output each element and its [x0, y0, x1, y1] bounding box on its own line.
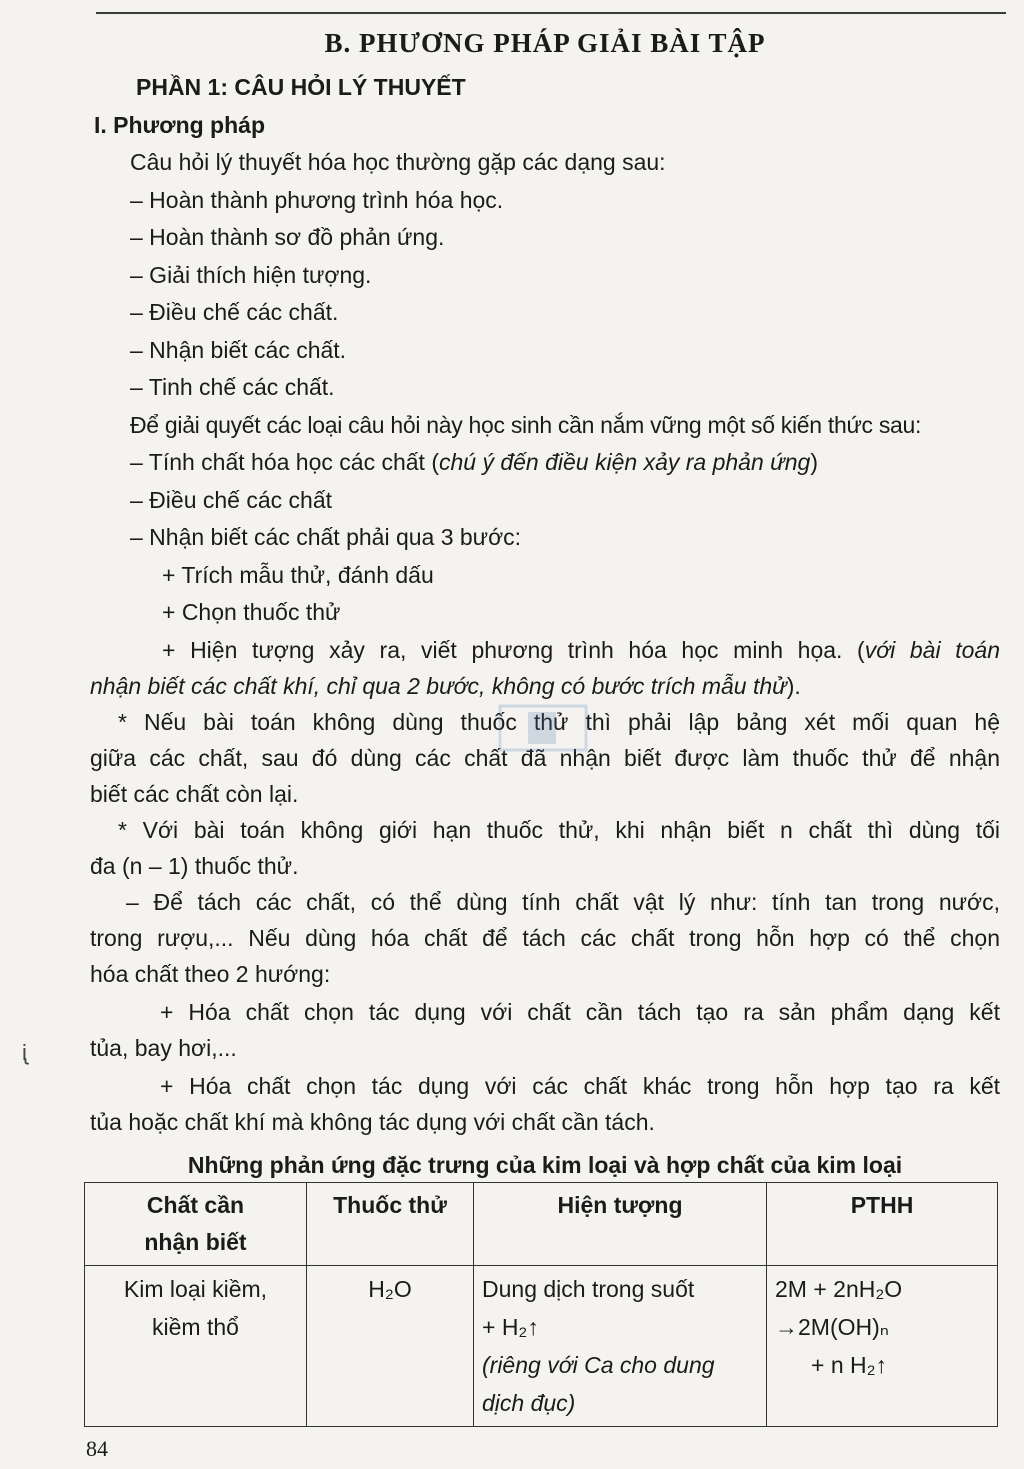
step-item: + Chọn thuốc thử	[162, 599, 341, 625]
section-heading: I. Phương pháp	[94, 112, 265, 138]
column-header: Thuốc thử	[307, 1182, 474, 1265]
table-cell: 2M + 2nH₂O →2M(OH)ₙ + n H₂↑	[767, 1265, 998, 1426]
question-type-item: – Nhận biết các chất.	[130, 336, 347, 363]
question-type-item: – Điều chế các chất.	[130, 299, 339, 325]
page-number: 84	[86, 1436, 108, 1461]
table-row	[85, 1265, 998, 1426]
knowledge-intro: Để giải quyết các loại câu hỏi này học sinh cần nắm vững một số kiến thức sau:	[130, 411, 922, 438]
step-item: + Trích mẫu thử, đánh dấu	[162, 561, 434, 588]
margin-mark: ᶖ	[22, 1040, 27, 1065]
question-type-item: – Hoàn thành sơ đồ phản ứng.	[130, 224, 445, 250]
table-cell: H₂O	[307, 1265, 474, 1426]
table-cell: Dung dịch trong suốt + H₂↑ (riêng với Ca cho dung dịch đục)	[474, 1265, 767, 1426]
note-paragraph: * Với bài toán không giới hạn thuốc thử, khi nhận biết n chất thì dùng tối đa (n – 1) thuốc thử.	[90, 816, 1000, 879]
step-item-3: + Hiện tượng xảy ra, viết phương trình hóa học minh họa. (với bài toán nhận biết các chất khí, chỉ qua 2 bước, không có bước trích mẫu thử).	[90, 636, 1000, 699]
column-header: Hiện tượng	[474, 1182, 767, 1265]
watermark-logo	[498, 704, 588, 752]
knowledge-item: – Nhận biết các chất phải qua 3 bước:	[130, 524, 522, 550]
question-type-item: – Hoàn thành phương trình hóa học.	[130, 186, 504, 213]
intro-text: Câu hỏi lý thuyết hóa học thường gặp các dạng sau:	[130, 149, 666, 175]
page-title: B. PHƯƠNG PHÁP GIẢI BÀI TẬP	[324, 28, 766, 58]
knowledge-item: – Tính chất hóa học các chất (chú ý đến điều kiện xảy ra phản ứng)	[130, 449, 818, 475]
reaction-table	[84, 1182, 998, 1427]
table-cell: Kim loại kiềm, kiềm thổ	[85, 1265, 307, 1426]
direction-paragraph: + Hóa chất chọn tác dụng với chất cần tách tạo ra sản phẩm dạng kết tủa, bay hơi,...	[90, 998, 1000, 1061]
direction-paragraph: + Hóa chất chọn tác dụng với các chất khác trong hỗn hợp tạo ra kết tủa hoặc chất khí mà không tác dụng với chất cần tách.	[90, 1072, 1000, 1135]
header-rule	[96, 12, 1006, 14]
column-header: Chất cần nhận biết	[85, 1182, 307, 1265]
table-caption: Những phản ứng đặc trưng của kim loại và hợp chất của kim loại	[187, 1151, 903, 1178]
knowledge-item: – Điều chế các chất	[130, 486, 333, 513]
part-heading: PHẦN 1: CÂU HỎI LÝ THUYẾT	[136, 74, 466, 100]
question-type-item: – Tinh chế các chất.	[130, 374, 335, 400]
separation-paragraph: – Để tách các chất, có thể dùng tính chất vật lý như: tính tan trong nước, trong rượu,... Nếu dùng hóa chất để tách các chất trong hỗn hợp có thể chọn hóa chất theo 2 hướng:	[90, 888, 1000, 987]
table-header-row	[85, 1182, 998, 1265]
column-header: PTHH	[767, 1182, 998, 1265]
note-paragraph: * Nếu bài toán không dùng thuốc thử thì phải lập bảng xét mối quan hệ giữa các chất, sau đó dùng các chất đã nhận biết được làm thuốc thử để nhận biết các chất còn lại.	[90, 708, 1000, 807]
question-type-item: – Giải thích hiện tượng.	[130, 261, 372, 288]
